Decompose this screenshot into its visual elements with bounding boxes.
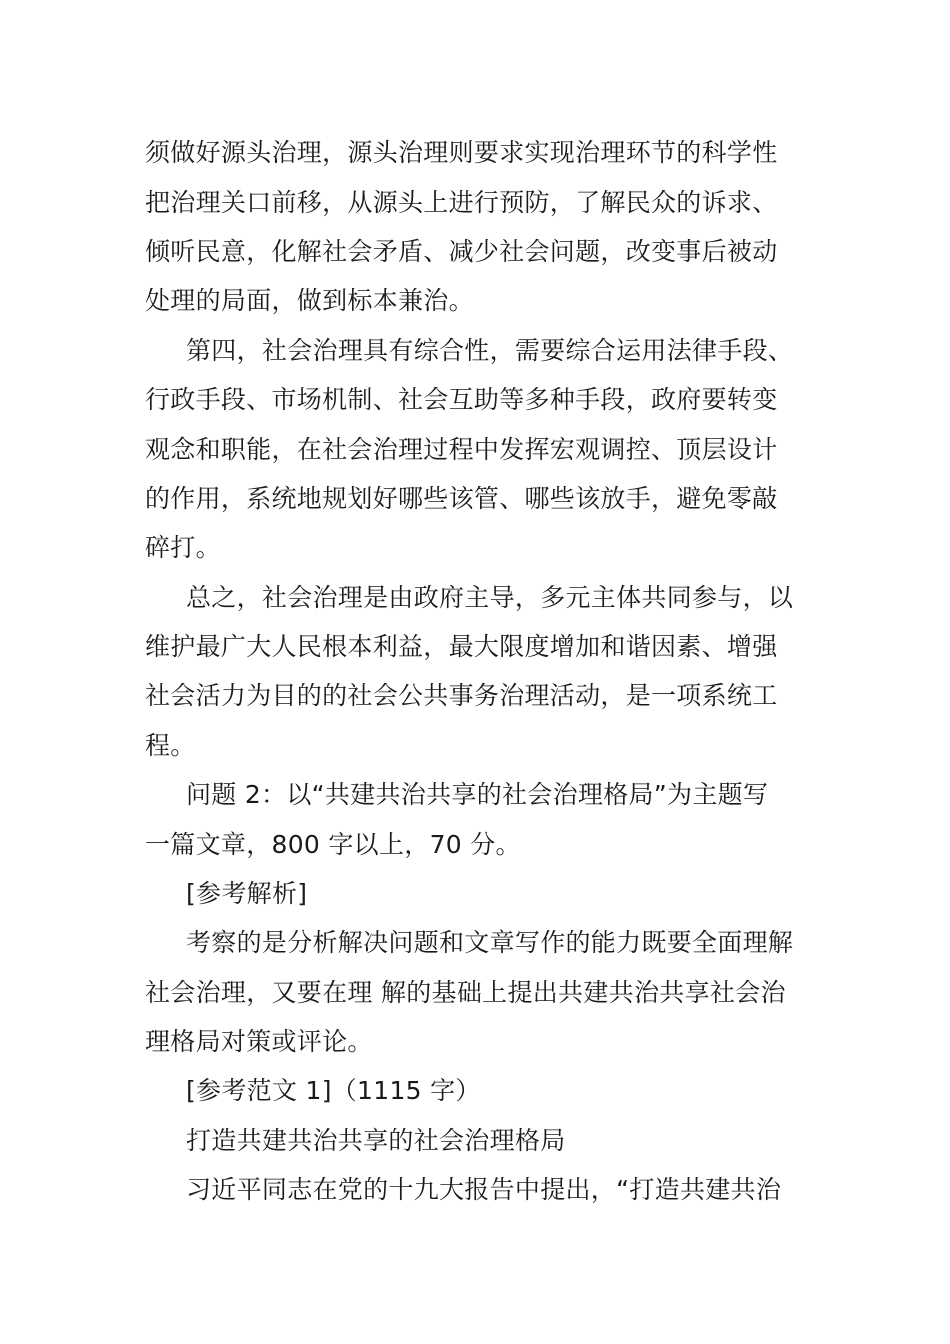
text-line: 社会治理，又要在理 解的基础上提出共建共治共享社会治: [145, 978, 786, 1007]
text-line: 维护最广大人民根本利益，最大限度增加和谐因素、增强: [145, 632, 778, 661]
text-line: 习近平同志在党的十九大报告中提出，“打造共建共治: [186, 1175, 782, 1204]
text-line: 须做好源头治理，源头治理则要求实现治理环节的科学性: [145, 138, 778, 167]
text-line: [参考解析]: [186, 879, 308, 908]
text-line: 行政手段、市场机制、社会互助等多种手段，政府要转变: [145, 385, 778, 414]
text-line: 总之，社会治理是由政府主导，多元主体共同参与，以: [186, 583, 794, 612]
text-line: 理格局对策或评论。: [145, 1027, 373, 1056]
text-line: 碎打。: [145, 533, 221, 562]
text-line: 观念和职能，在社会治理过程中发挥宏观调控、顶层设计: [145, 435, 778, 464]
text-line: 的作用，系统地规划好哪些该管、哪些该放手，避免零敲: [145, 484, 778, 513]
text-line: 处理的局面，做到标本兼治。: [145, 286, 474, 315]
text-line: 倾听民意，化解社会矛盾、减少社会问题，改变事后被动: [145, 237, 778, 266]
text-line: 问题 2：以“共建共治共享的社会治理格局”为主题写: [186, 780, 769, 809]
text-line: 打造共建共治共享的社会治理格局: [186, 1126, 566, 1155]
text-line: 程。: [145, 731, 196, 760]
text-line: 第四，社会治理具有综合性，需要综合运用法律手段、: [186, 336, 794, 365]
text-line: 把治理关口前移，从源头上进行预防，了解民众的诉求、: [145, 188, 778, 217]
text-line: 一篇文章，800 字以上，70 分。: [145, 830, 521, 859]
text-line: 社会活力为目的的社会公共事务治理活动，是一项系统工: [145, 681, 778, 710]
text-line: 考察的是分析解决问题和文章写作的能力既要全面理解: [186, 928, 794, 957]
text-line: [参考范文 1]（1115 字）: [186, 1076, 481, 1105]
